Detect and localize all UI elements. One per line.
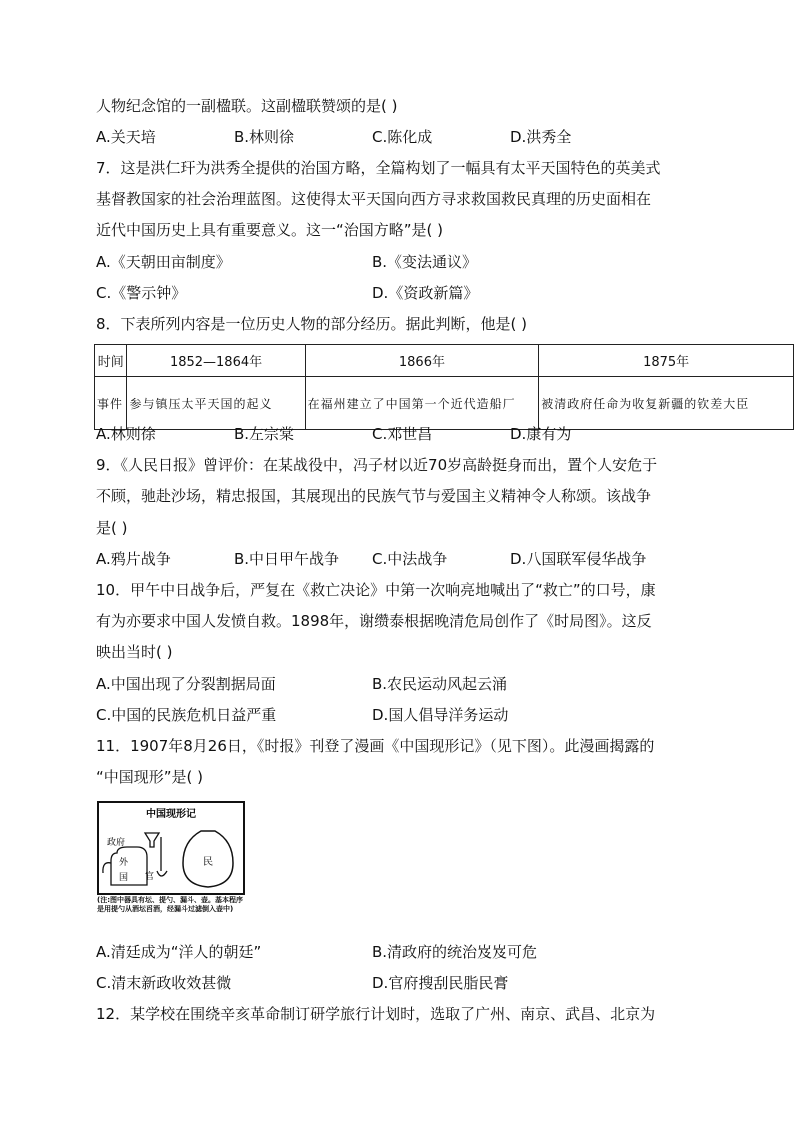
cartoon-caption-wrap [97, 896, 245, 927]
table-cell-event-2: 在福州建立了中国第一个近代造船厂 [305, 377, 539, 430]
question-7-line-1: 7．这是洪仁玕为洪秀全提供的治国方略，全篇构划了一幅具有太平天国特色的英美式 [96, 159, 661, 177]
q6-option-c[interactable]: C.陈化成 [372, 128, 433, 146]
q8-option-c[interactable]: C.邓世昌 [372, 425, 433, 443]
table-row-time [95, 345, 794, 377]
q10-option-a[interactable]: A.中国出现了分裂割据局面 [96, 675, 276, 693]
table-cell-year-1: 1852—1864年 [127, 345, 305, 377]
question-10-line-1: 10．甲午中日战争后，严复在《救亡决论》中第一次响亮地喊出了“救亡”的口号，康 [96, 581, 656, 599]
cartoon-label-foreign-2: 国 [119, 873, 129, 883]
question-8-stem: 8．下表所列内容是一位历史人物的部分经历。据此判断，他是( ) [96, 315, 528, 333]
q9-option-c[interactable]: C.中法战争 [372, 550, 448, 568]
table-header-event: 事件 [95, 377, 127, 430]
q11-option-a[interactable]: A.清廷成为“洋人的朝廷” [96, 943, 262, 961]
q7-option-b[interactable]: B.《变法通议》 [372, 253, 478, 271]
cartoon-china-exposed [97, 801, 245, 927]
q6-option-a[interactable]: A.关天培 [96, 128, 156, 146]
q9-option-d[interactable]: D.八国联军侵华战争 [510, 550, 647, 568]
question-9-line-3: 是( ) [96, 519, 128, 537]
q10-option-c[interactable]: C.中国的民族危机日益严重 [96, 706, 277, 724]
cartoon-title: 中国现形记 [146, 809, 196, 820]
table-row-event [95, 377, 794, 430]
q7-option-a[interactable]: A.《天朝田亩制度》 [96, 253, 231, 271]
q6-option-b[interactable]: B.林则徐 [234, 128, 295, 146]
question-10-line-3: 映出当时( ) [96, 643, 173, 661]
cartoon-label-foreign-1: 外 [119, 858, 129, 868]
question-9-line-2: 不顾，驰赴沙场，精忠报国，其展现出的民族气节与爱国主义精神令人称颂。该战争 [96, 487, 652, 505]
table-header-time: 时间 [95, 345, 127, 377]
q8-option-a[interactable]: A.林则徐 [96, 425, 156, 443]
question-9-line-1: 9．《人民日报》曾评价：在某战役中，冯子材以近70岁高龄挺身而出，置个人安危于 [96, 456, 658, 474]
q11-option-c[interactable]: C.清末新政收效甚微 [96, 974, 232, 992]
table-cell-event-1: 参与镇压太平天国的起义 [127, 377, 305, 430]
q6-option-d[interactable]: D.洪秀全 [510, 128, 572, 146]
question-7-line-3: 近代中国历史上具有重要意义。这一“治国方略”是( ) [96, 221, 444, 239]
q10-option-b[interactable]: B.农民运动风起云涌 [372, 675, 508, 693]
q8-option-b[interactable]: B.左宗棠 [234, 425, 295, 443]
q9-option-a[interactable]: A.鸦片战争 [96, 550, 171, 568]
q7-option-c[interactable]: C.《警示钟》 [96, 284, 187, 302]
q11-option-b[interactable]: B.清政府的统治岌岌可危 [372, 943, 538, 961]
table-cell-year-2: 1866年 [305, 345, 539, 377]
cartoon-label-people: 民 [203, 857, 213, 868]
question-12-line-1: 12．某学校在围绕辛亥革命制订研学旅行计划时，选取了广州、南京、武昌、北京为 [96, 1005, 656, 1023]
q9-option-b[interactable]: B.中日甲午战争 [234, 550, 340, 568]
cartoon-caption: (注:图中器具有坛、提勺、漏斗、壶。基本程序是用提勺从酒坛舀酒，经漏斗过滤倒入壶中) [97, 896, 243, 913]
q11-option-d[interactable]: D.官府搜刮民脂民膏 [372, 974, 509, 992]
q8-option-d[interactable]: D.康有为 [510, 425, 572, 443]
q7-option-d[interactable]: D.《资政新篇》 [372, 284, 479, 302]
cartoon-label-official: 官 [145, 872, 155, 882]
biography-table [94, 344, 794, 430]
question-7-line-2: 基督教国家的社会治理蓝图。这使得太平天国向西方寻求救国救民真理的历史面相在 [96, 190, 652, 208]
question-6-stem-end: 人物纪念馆的一副楹联。这副楹联赞颂的是( ) [96, 97, 398, 115]
question-10-line-2: 有为亦要求中国人发愤自救。1898年，谢缵泰根据晚清危局创作了《时局图》。这反 [96, 612, 652, 630]
question-11-line-1: 11．1907年8月26日，《时报》刊登了漫画《中国现形记》（见下图）。此漫画揭露的 [96, 737, 655, 755]
q10-option-d[interactable]: D.国人倡导洋务运动 [372, 706, 509, 724]
cartoon-label-gov: 政府 [107, 838, 126, 848]
question-11-line-2: “中国现形”是( ) [96, 768, 204, 786]
table-cell-year-3: 1875年 [539, 345, 794, 377]
table-cell-event-3: 被清政府任命为收复新疆的钦差大臣 [539, 377, 794, 430]
